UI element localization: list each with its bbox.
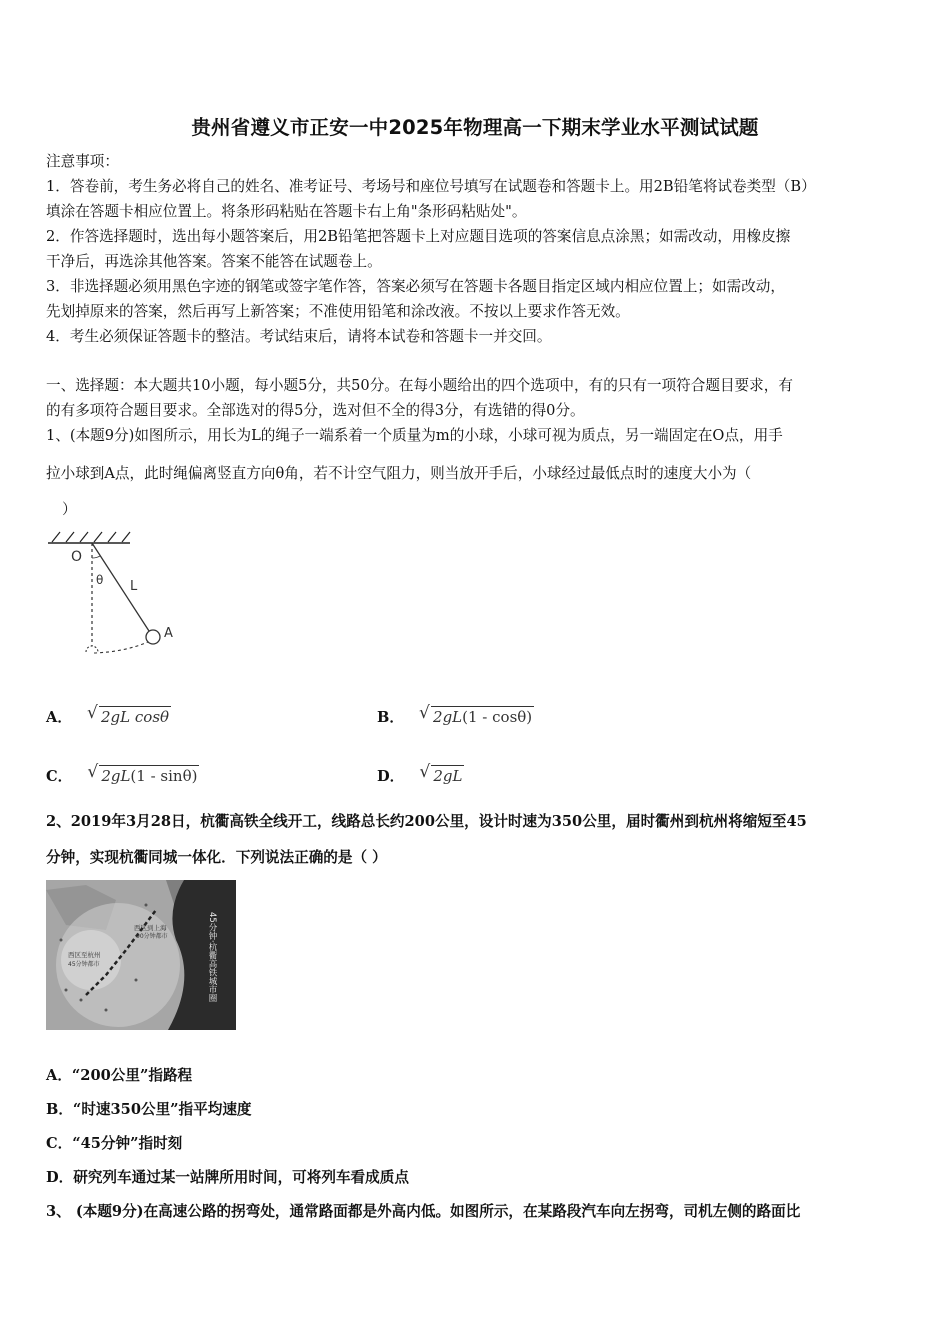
radicand-paren: (1 - cosθ): [462, 708, 533, 726]
railway-map-image: [46, 880, 236, 1030]
label-a: A: [164, 626, 173, 641]
notice-heading: 注意事项：: [46, 153, 119, 170]
notice-line: 2．作答选择题时，选出每小题答案后，用2B铅笔把答题卡上对应题目选项的答案信息点涂黑；如需改动，用橡皮擦: [46, 228, 791, 245]
notice-line: 干净后，再选涂其他答案。答案不能答在试题卷上。: [46, 253, 382, 270]
option-1d: [377, 762, 464, 786]
section-instructions: 一、选择题：本大题共10小题，每小题5分，共50分。在每小题给出的四个选项中，有的只有一项符合题目要求，有: [46, 377, 793, 394]
option-letter: A．: [46, 709, 72, 726]
label-theta: θ: [96, 573, 104, 587]
radicand: 2gL: [433, 708, 463, 726]
sqrt-expression: √ 2gL(1 - cosθ): [419, 703, 533, 726]
city-circle-inner: [61, 930, 121, 990]
map-label: 90分钟都市: [136, 933, 168, 940]
notice-line: 先划掉原来的答案，然后再写上新答案；不准使用铅笔和涂改液。不按以上要求作答无效。: [46, 303, 630, 320]
option-1c: [46, 762, 199, 786]
ceiling-hatching: [52, 532, 130, 542]
section-instructions: 的有多项符合题目要求。全部选对的得5分，选对但不全的得3分，有选错的得0分。: [46, 402, 585, 419]
option-1a: [46, 703, 171, 727]
option-2c: C．“45分钟”指时刻: [46, 1135, 183, 1152]
question-1-text: 1、(本题9分)如图所示，用长为L的绳子一端系着一个质量为m的小球，小球可视为质点，另一端固定在O点，用手: [46, 427, 783, 444]
question-1-text: 拉小球到A点，此时绳偏离竖直方向θ角，若不计空气阻力，则当放开手后，小球经过最低点时的速度大小为（: [46, 465, 752, 482]
rope-line: [92, 543, 149, 631]
map-label: 45分钟都市: [68, 961, 100, 968]
option-2a: A．“200公里”指路程: [46, 1067, 193, 1084]
ball-bottom: [86, 646, 98, 652]
radicand: 2gL cosθ: [101, 708, 170, 726]
option-letter: D．: [377, 768, 405, 785]
option-letter: B．: [377, 709, 404, 726]
notice-line: 填涂在答题卡相应位置上。将条形码粘贴在答题卡右上角"条形码粘贴处"。: [46, 203, 527, 220]
radicand: 2gL: [101, 767, 131, 785]
notice-line: 4．考生必须保证答题卡的整洁。考试结束后，请将本试卷和答题卡一并交回。: [46, 328, 552, 345]
ball-a: [146, 630, 160, 644]
label-l: L: [130, 579, 138, 594]
notice-line: 3．非选择题必须用黑色字迹的钢笔或签字笔作答，答案必须写在答题卡各题目指定区域内相应位置上；如需改动，: [46, 278, 785, 295]
theta-arc: [92, 556, 100, 558]
sqrt-expression: √ 2gL: [419, 762, 463, 785]
sqrt-expression: √ 2gL(1 - sinθ): [87, 762, 198, 785]
question-3-text: 3、 (本题9分)在高速公路的拐弯处，通常路面都是外高内低。如图所示，在某路段汽车向左拐弯，司机左侧的路面比: [46, 1203, 801, 1220]
option-2d: D．研究列车通过某一站牌所用时间，可将列车看成质点: [46, 1169, 409, 1186]
sqrt-expression: √ 2gL cosθ: [87, 703, 170, 726]
radicand: 2gL: [433, 767, 463, 785]
question-2-text: 2、2019年3月28日，杭衢高铁全线开工，线路总长约200公里，设计时速为350公里，届时衢州到杭州将缩短至45: [46, 813, 807, 830]
pendulum-diagram: [44, 528, 194, 668]
option-2b: B．“时速350公里”指平均速度: [46, 1101, 252, 1118]
radicand-paren: (1 - sinθ): [130, 767, 198, 785]
label-o: O: [71, 549, 83, 565]
page-title: 贵州省遵义市正安一中2025年物理高一下期末学业水平测试试题: [191, 116, 759, 139]
question-2-text: 分钟，实现杭衢同城一体化．下列说法正确的是（ ）: [46, 849, 387, 866]
question-1-text: ）: [62, 501, 77, 518]
option-letter: C．: [46, 768, 73, 785]
map-side-text: 45分钟·杭衢高铁城市圈: [207, 912, 217, 1003]
map-label: 西区到上海: [134, 924, 167, 932]
option-1b: [377, 703, 534, 727]
map-label: 西区至杭州: [68, 951, 101, 959]
notice-line: 1．答卷前，考生务必将自己的姓名、准考证号、考场号和座位号填写在试题卷和答题卡上。用2B铅笔将试卷类型（B）: [46, 178, 816, 195]
swing-arc: [94, 642, 148, 653]
